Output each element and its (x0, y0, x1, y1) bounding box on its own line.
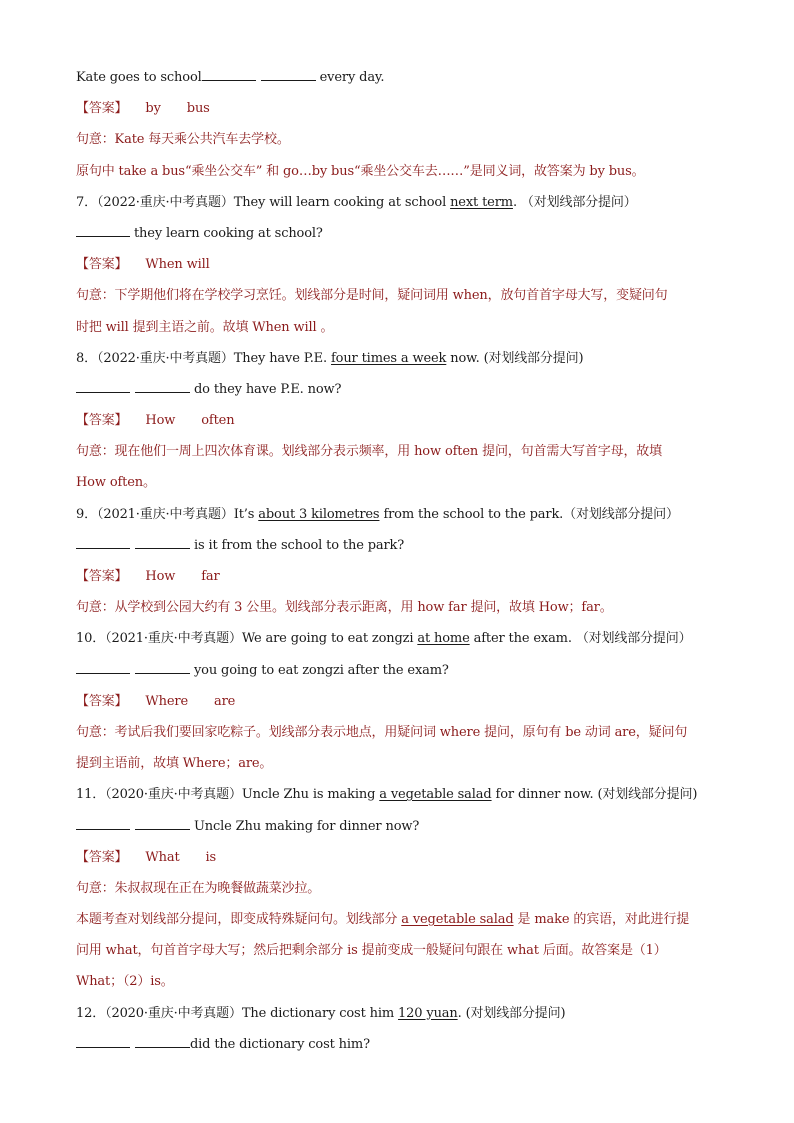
explanation-line (76, 748, 726, 779)
question-blank-line (76, 62, 726, 93)
answer-blank (135, 660, 190, 674)
underlined-part: next term (450, 194, 513, 210)
question-text: you going to eat zongzi after the exam? (190, 662, 449, 678)
question-heading (76, 998, 726, 1029)
question-heading (76, 187, 726, 218)
explanation-text: 本题考查对划线部分提问，即变成特殊疑问句。划线部分 (76, 912, 402, 928)
explanation-line (76, 124, 726, 155)
question-text: now. (对划线部分提问) (446, 350, 584, 366)
question-number: 7．（2022·重庆·中考真题） (76, 194, 234, 210)
explanation-text: 原句中 take a bus“乘坐公交车” 和 go…by bus“乘坐公交车去……”是同义词，故答案为 by bus。 (76, 163, 645, 179)
answer-value: Where (145, 693, 188, 709)
underlined-part: about 3 kilometres (258, 506, 380, 522)
question-heading (76, 779, 726, 810)
underlined-part: a vegetable salad (401, 912, 514, 928)
underlined-part: 120 yuan (398, 1005, 458, 1021)
question-text: . （对划线部分提问） (512, 194, 637, 210)
explanation-line (76, 904, 726, 935)
answer-value: How (145, 569, 176, 584)
question-text: The dictionary cost him (241, 1005, 399, 1021)
question-number: 10．（2021·重庆·中考真题） (76, 631, 242, 647)
question-blank-line (76, 811, 726, 842)
question-text: did the dictionary cost him? (190, 1036, 370, 1052)
explanation-text: 提到主语前，故填 Where；are。 (76, 756, 273, 772)
answer-value: far (201, 569, 220, 584)
explanation-line (76, 280, 726, 311)
answer-blank (135, 816, 190, 830)
answer-value: by (145, 101, 161, 117)
explanation-line (76, 966, 726, 997)
answer-value: bus (186, 101, 210, 117)
question-text: is it from the school to the park? (190, 537, 405, 553)
question-number: 12．（2020·重庆·中考真题） (76, 1005, 242, 1021)
answer-line (76, 842, 726, 873)
answer-blank (76, 535, 130, 549)
question-text: It’s (233, 506, 259, 522)
answer-value: often (201, 413, 235, 429)
question-blank-line (76, 655, 726, 686)
question-text: every day. (315, 70, 385, 85)
answer-label: 【答案】 (76, 101, 128, 117)
question-blank-line (76, 218, 726, 249)
explanation-text: 句意：朱叔叔现在正在为晚餐做蔬菜沙拉。 (76, 880, 321, 896)
underlined-part: a vegetable salad (379, 787, 492, 803)
explanation-line (76, 935, 726, 966)
answer-line (76, 93, 726, 124)
answer-line (76, 405, 726, 436)
question-text: Uncle Zhu making for dinner now? (190, 818, 420, 834)
question-text: . (对划线部分提问) (457, 1005, 566, 1021)
explanation-text: 句意：从学校到公园大约有 3 公里。划线部分表示距离，用 how far 提问，故填 How；far。 (76, 600, 613, 616)
question-text: from the school to the park.（对划线部分提问） (379, 506, 679, 522)
document-page (76, 62, 726, 1060)
question-blank-line (76, 374, 726, 405)
explanation-line (76, 592, 726, 623)
explanation-line (76, 467, 726, 498)
explanation-line (76, 436, 726, 467)
answer-blank (76, 379, 130, 393)
explanation-text: 时把 will 提到主语之前。故填 When will 。 (76, 319, 334, 335)
answer-label: 【答案】 (76, 849, 128, 865)
explanation-text: 句意：下学期他们将在学校学习烹饪。划线部分是时间，疑问词用 when，放句首首字母大写，变疑问句 (76, 288, 668, 304)
answer-line (76, 561, 726, 592)
answer-label: 【答案】 (76, 569, 128, 584)
question-blank-line (76, 1029, 726, 1060)
answer-blank (76, 660, 130, 674)
question-blank-line (76, 530, 726, 561)
explanation-text: 句意：现在他们一周上四次体育课。划线部分表示频率，用 how often 提问，句首需大写首字母，故填 (76, 444, 663, 460)
explanation-line (76, 156, 726, 187)
answer-label: 【答案】 (76, 257, 128, 273)
answer-label: 【答案】 (76, 413, 128, 429)
answer-line (76, 249, 726, 280)
question-text: They have P.E. (233, 350, 331, 366)
question-text: they learn cooking at school? (130, 225, 323, 241)
question-text: for dinner now. (对划线部分提问) (491, 787, 698, 803)
explanation-line (76, 873, 726, 904)
answer-value: is (205, 849, 217, 865)
answer-blank (202, 67, 256, 81)
answer-blank (135, 379, 190, 393)
question-text: They will learn cooking at school (233, 194, 451, 210)
explanation-line (76, 312, 726, 343)
answer-blank (135, 1034, 190, 1048)
explanation-text: 是 make 的宾语，对此进行提 (513, 912, 690, 928)
answer-line (76, 686, 726, 717)
question-text: We are going to eat zongzi (241, 631, 418, 647)
answer-value: When will (145, 257, 210, 273)
explanation-text: How often。 (76, 475, 156, 491)
answer-value: What (145, 849, 180, 865)
answer-value: are (214, 693, 236, 709)
question-text: Uncle Zhu is making (241, 787, 380, 803)
explanation-text: 句意：Kate 每天乘公共汽车去学校。 (76, 132, 290, 148)
underlined-part: four times a week (331, 350, 447, 366)
underlined-part: at home (417, 631, 470, 647)
explanation-text: 句意：考试后我们要回家吃粽子。划线部分表示地点，用疑问词 where 提问，原句有 be 动词 are，疑问句 (76, 724, 688, 740)
question-text: after the exam. （对划线部分提问） (469, 631, 692, 647)
question-heading (76, 499, 726, 530)
question-heading (76, 343, 726, 374)
explanation-text: 问用 what，句首首字母大写；然后把剩余部分 is 提前变成一般疑问句跟在 what 后面。故答案是（1） (76, 943, 667, 959)
answer-label: 【答案】 (76, 693, 128, 709)
explanation-text: What；（2）is。 (76, 974, 174, 990)
question-heading (76, 623, 726, 654)
answer-blank (135, 535, 190, 549)
explanation-line (76, 717, 726, 748)
answer-blank (76, 1034, 130, 1048)
answer-blank (76, 223, 130, 237)
answer-blank (76, 816, 130, 830)
answer-blank (261, 67, 316, 81)
question-number: 11．（2020·重庆·中考真题） (76, 787, 242, 803)
question-number: 9．（2021·重庆·中考真题） (76, 506, 234, 522)
question-text: do they have P.E. now? (190, 381, 342, 397)
answer-value: How (145, 413, 176, 429)
question-text: Kate goes to school (76, 70, 202, 85)
question-number: 8．（2022·重庆·中考真题） (76, 350, 234, 366)
